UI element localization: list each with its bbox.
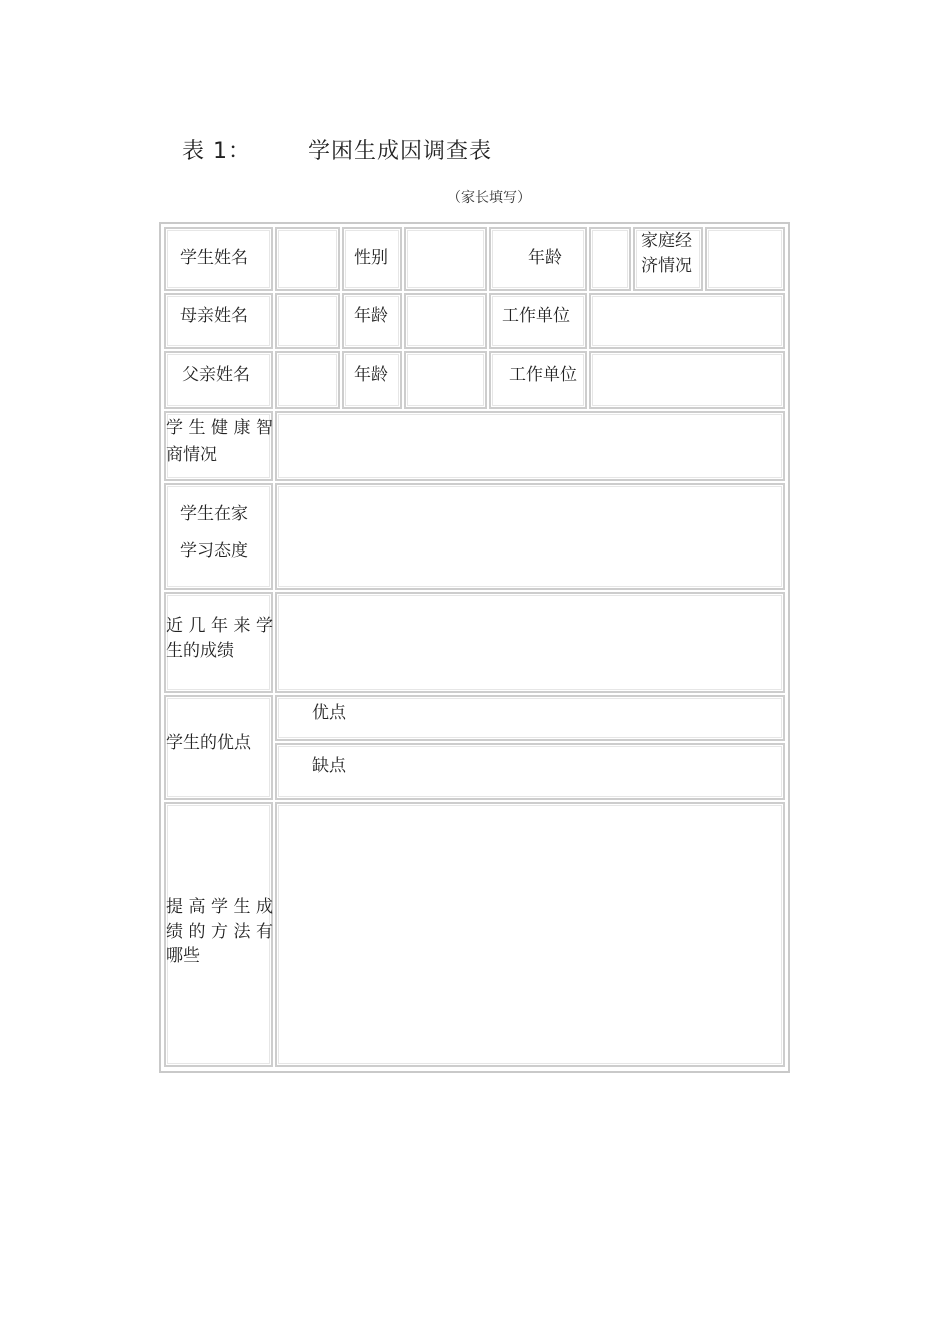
father-name-label: 父亲姓名: [182, 365, 250, 385]
grades-label-line2: 生的成绩: [166, 641, 234, 661]
gender-field[interactable]: [404, 227, 487, 291]
page-title: 学困生成因调查表: [308, 139, 493, 164]
mother-age-label-cell: [342, 293, 402, 349]
mother-age-label: 年龄: [354, 306, 388, 326]
family-economy-field[interactable]: [705, 227, 785, 291]
merits-label-cell: [164, 695, 273, 800]
father-age-label: 年龄: [354, 365, 388, 385]
father-name-label-cell: [164, 351, 273, 409]
father-age-field[interactable]: [404, 351, 487, 409]
student-age-label: 年龄: [528, 248, 562, 268]
mother-name-field[interactable]: [275, 293, 340, 349]
student-name-label: 学生姓名: [180, 248, 248, 268]
weaknesses-field[interactable]: [275, 743, 785, 800]
strengths-field[interactable]: [275, 695, 785, 741]
mother-age-field[interactable]: [404, 293, 487, 349]
attitude-label-cell: [164, 483, 273, 590]
attitude-field[interactable]: [275, 483, 785, 590]
attitude-label-line2: 学习态度: [180, 541, 248, 561]
gender-label-cell: [342, 227, 402, 291]
father-work-label: 工作单位: [509, 365, 577, 385]
mother-work-label: 工作单位: [502, 306, 570, 326]
weaknesses-label: 缺点: [312, 756, 346, 776]
methods-label-cell: [164, 802, 273, 1067]
father-work-field[interactable]: [589, 351, 785, 409]
methods-label-line2: 绩的方法有: [166, 922, 273, 942]
family-economy-label-cell: [633, 227, 703, 291]
student-name-field[interactable]: [275, 227, 340, 291]
father-age-label-cell: [342, 351, 402, 409]
family-economy-label-line1: 家庭经: [641, 231, 692, 251]
grades-field[interactable]: [275, 592, 785, 693]
strengths-label: 优点: [312, 703, 346, 723]
student-age-field[interactable]: [589, 227, 631, 291]
health-field[interactable]: [275, 411, 785, 481]
grades-label-line1: 近几年来学: [166, 616, 273, 636]
health-label-cell: [164, 411, 273, 481]
mother-name-label: 母亲姓名: [180, 306, 248, 326]
mother-work-field[interactable]: [589, 293, 785, 349]
attitude-label-line1: 学生在家: [180, 504, 248, 524]
mother-work-label-cell: [489, 293, 587, 349]
methods-label-line1: 提高学生成: [166, 897, 273, 917]
methods-field[interactable]: [275, 802, 785, 1067]
gender-label: 性别: [354, 248, 388, 268]
grades-label-cell: [164, 592, 273, 693]
mother-name-label-cell: [164, 293, 273, 349]
methods-label-line3: 哪些: [166, 946, 200, 966]
student-age-label-cell: [489, 227, 587, 291]
student-name-label-cell: [164, 227, 273, 291]
form-subtitle: （家长填写）: [447, 190, 531, 206]
table-number: 表 1：: [182, 139, 251, 164]
father-work-label-cell: [489, 351, 587, 409]
father-name-field[interactable]: [275, 351, 340, 409]
merits-label: 学生的优点: [166, 733, 251, 753]
health-label-line2: 商情况: [166, 445, 217, 465]
family-economy-label-line2: 济情况: [641, 256, 692, 276]
health-label-line1: 学生健康智: [166, 418, 273, 438]
